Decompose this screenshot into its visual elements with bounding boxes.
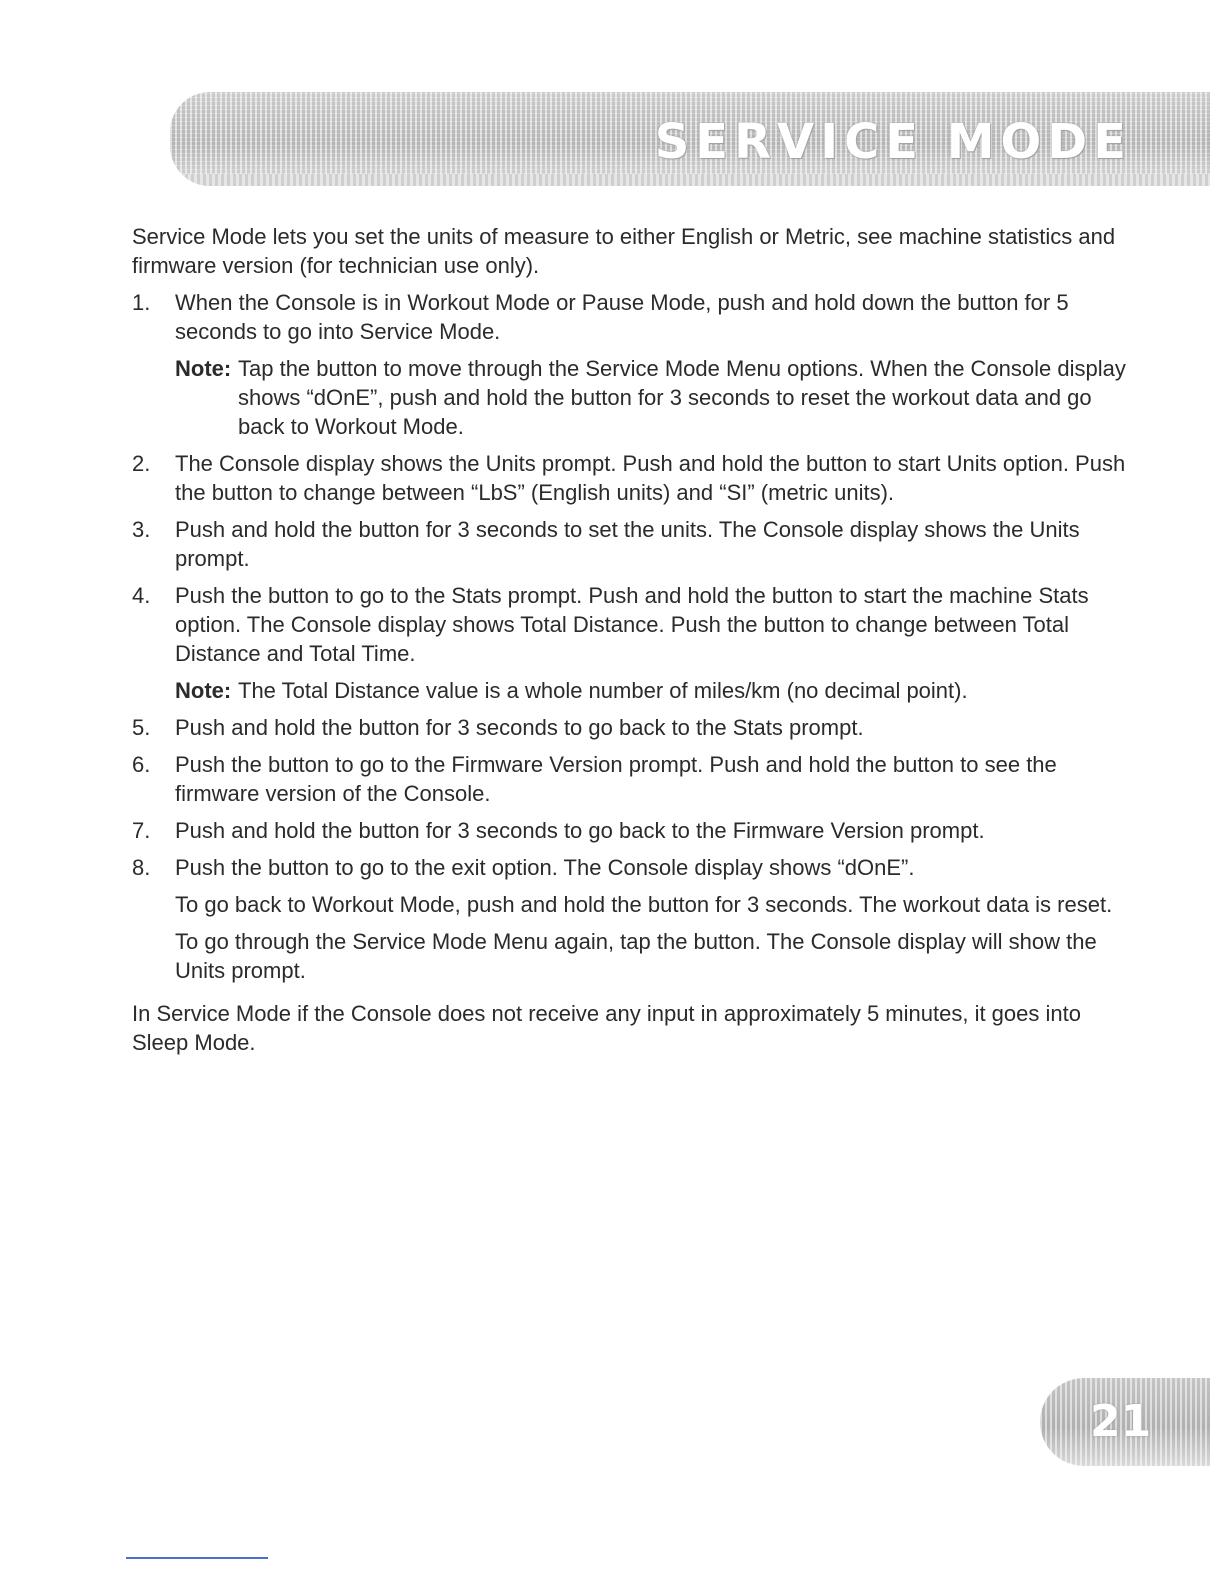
page-number-tab [1040, 1378, 1210, 1466]
steps-list [132, 288, 1132, 985]
step-subparagraph: To go back to Workout Mode, push and hold the button for 3 seconds. The workout data is reset. [175, 892, 1113, 917]
step-4 [132, 581, 1132, 705]
step-number: 2. [132, 451, 151, 476]
step-text: Push and hold the button for 3 seconds to go back to the Firmware Version prompt. [175, 818, 985, 843]
step-6 [132, 750, 1132, 808]
step-note [175, 676, 1132, 705]
step-7 [132, 816, 1132, 845]
step-text: Push the button to go to the Firmware Version prompt. Push and hold the button to see the firmware version of the Console. [175, 752, 1057, 806]
section-header-band [170, 92, 1210, 186]
step-number: 3. [132, 517, 151, 542]
note-label: Note: [175, 356, 232, 381]
step-text: When the Console is in Workout Mode or Pause Mode, push and hold down the button for 5 seconds to go into Service Mode. [175, 290, 1069, 344]
footer-rule [126, 1557, 268, 1559]
step-subparagraph: To go through the Service Mode Menu again, tap the button. The Console display will show the Units prompt. [175, 929, 1097, 983]
step-text: The Console display shows the Units prompt. Push and hold the button to start Units option. Push the button to change between “LbS” (English units) and “SI” (metric units). [175, 451, 1126, 505]
closing-paragraph: In Service Mode if the Console does not receive any input in approximately 5 minutes, it goes into Sleep Mode. [132, 1001, 1081, 1055]
page-number: 21 [1090, 1396, 1152, 1447]
step-text: Push and hold the button for 3 seconds to set the units. The Console display shows the Units prompt. [175, 517, 1080, 571]
step-number: 5. [132, 715, 151, 740]
step-text: Push the button to go to the exit option. The Console display shows “dOnE”. [175, 855, 915, 880]
intro-paragraph: Service Mode lets you set the units of measure to either English or Metric, see machine statistics and firmware version (for technician use only). [132, 224, 1116, 278]
step-3 [132, 515, 1132, 573]
note-text: The Total Distance value is a whole number of miles/km (no decimal point). [238, 678, 968, 703]
note-text: Tap the button to move through the Service Mode Menu options. When the Console display shows “dOnE”, push and hold the button for 3 seconds to reset the workout data and go back to Workout Mode. [238, 356, 1126, 439]
section-title: SERVICE MODE [654, 114, 1132, 170]
step-number: 4. [132, 583, 151, 608]
step-text: Push and hold the button for 3 seconds to go back to the Stats prompt. [175, 715, 864, 740]
step-number: 7. [132, 818, 151, 843]
page-content [132, 222, 1132, 1065]
step-number: 8. [132, 855, 151, 880]
step-note [175, 354, 1132, 441]
step-1 [132, 288, 1132, 441]
step-5 [132, 713, 1132, 742]
step-number: 1. [132, 290, 151, 315]
step-2 [132, 449, 1132, 507]
step-number: 6. [132, 752, 151, 777]
step-8 [132, 853, 1132, 985]
note-label: Note: [175, 678, 232, 703]
step-text: Push the button to go to the Stats prompt. Push and hold the button to start the machine Stats option. The Console display shows Total Distance. Push the button to change between Total Distance and Total Time. [175, 583, 1089, 666]
